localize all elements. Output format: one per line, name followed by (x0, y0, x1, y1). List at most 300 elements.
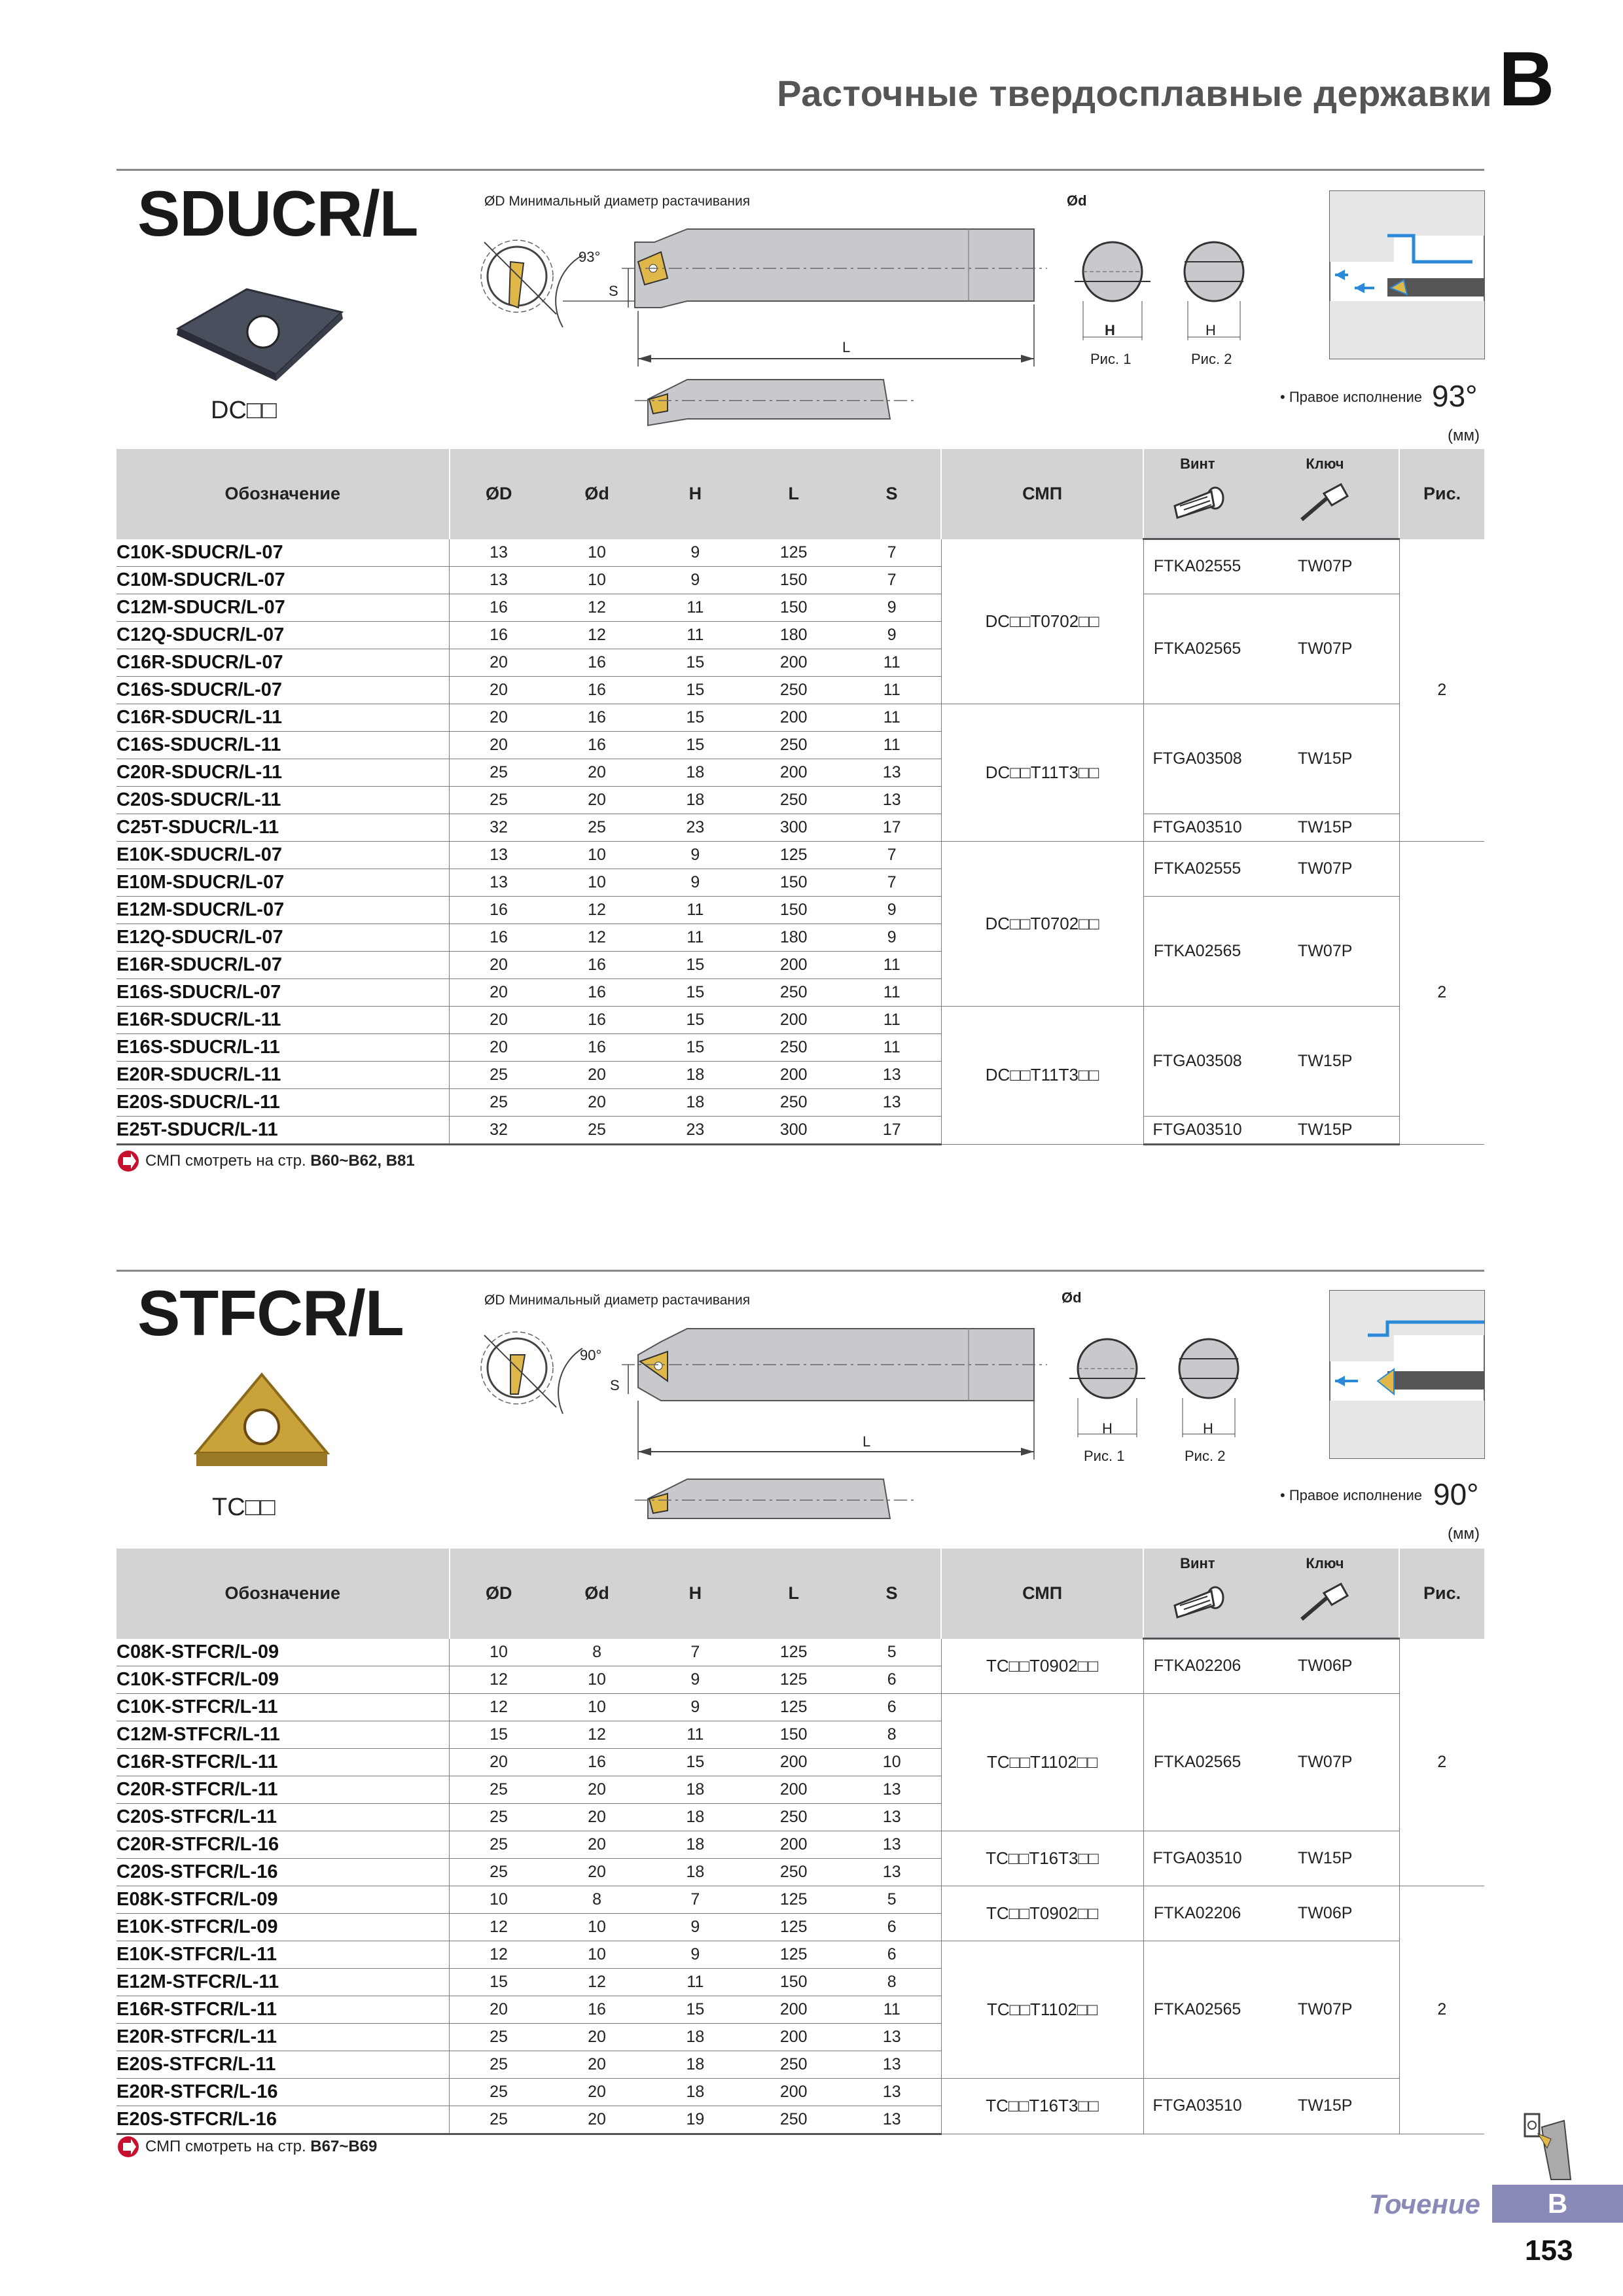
cell-min-diameter: 15 (450, 1721, 548, 1748)
cell-screw: FTKA02565 (1143, 1693, 1251, 1831)
cell-offset: 13 (843, 1858, 941, 1886)
tool-diagram (471, 203, 1060, 445)
cell-shank-diameter: 20 (548, 759, 646, 786)
angle-label: 90° (580, 1347, 602, 1363)
insert-image (171, 283, 348, 381)
col-shank-diameter: Ød (548, 449, 646, 539)
cell-height: 15 (646, 978, 744, 1006)
cell-screw: FTKA02565 (1143, 1941, 1251, 2078)
cell-offset: 7 (843, 539, 941, 567)
cell-length: 250 (745, 1033, 843, 1061)
cell-designation: C20R-SDUCR/L-11 (116, 759, 450, 786)
cell-designation: C20S-STFCR/L-11 (116, 1803, 450, 1831)
cell-length: 125 (745, 539, 843, 567)
cell-screw: FTKA02206 (1143, 1886, 1251, 1941)
cell-min-diameter: 20 (450, 704, 548, 731)
reference-icon (116, 1149, 140, 1173)
cell-min-diameter: 20 (450, 1748, 548, 1776)
cell-designation: E10K-SDUCR/L-07 (116, 841, 450, 869)
cell-min-diameter: 12 (450, 1913, 548, 1941)
approach-angle: 90° (1433, 1477, 1479, 1511)
insert-reference-note: СМП смотреть на стр. B60~B62, B81 (145, 1152, 415, 1170)
cell-height: 18 (646, 2078, 744, 2106)
turning-tool-icon (1518, 2108, 1577, 2186)
cell-designation: C10K-STFCR/L-11 (116, 1693, 450, 1721)
cell-length: 250 (745, 2051, 843, 2078)
cell-height: 15 (646, 704, 744, 731)
cell-offset: 9 (843, 594, 941, 621)
cell-min-diameter: 25 (450, 2106, 548, 2134)
cell-screw: FTGA03508 (1143, 1006, 1251, 1116)
cell-min-diameter: 20 (450, 649, 548, 676)
cell-min-diameter: 25 (450, 1061, 548, 1088)
cell-designation: E16R-SDUCR/L-07 (116, 951, 450, 978)
table-row (116, 1831, 1484, 1858)
cell-length: 200 (745, 1831, 843, 1858)
cell-length: 300 (745, 814, 843, 841)
cell-designation: E20S-STFCR/L-16 (116, 2106, 450, 2134)
cell-shank-diameter: 25 (548, 1116, 646, 1144)
cell-key: TW06P (1251, 1639, 1400, 1694)
table-row (116, 1639, 1484, 1666)
cell-offset: 11 (843, 731, 941, 759)
fig2-label: Рис. 2 (1191, 351, 1232, 367)
cell-offset: 11 (843, 1996, 941, 2023)
cell-offset: 17 (843, 814, 941, 841)
col-min-diameter: ØD (450, 1549, 548, 1639)
cell-offset: 7 (843, 566, 941, 594)
cell-height: 18 (646, 1831, 744, 1858)
cell-min-diameter: 16 (450, 896, 548, 924)
cell-designation: E10M-SDUCR/L-07 (116, 869, 450, 896)
cell-screw: FTKA02555 (1143, 841, 1251, 896)
cell-offset: 13 (843, 2051, 941, 2078)
cell-designation: C08K-STFCR/L-09 (116, 1639, 450, 1666)
insert-code: DC□□ (211, 397, 277, 424)
table-row (116, 594, 1484, 621)
cell-shank-diameter: 20 (548, 2106, 646, 2134)
table-row (116, 1941, 1484, 1968)
cell-designation: C12M-STFCR/L-11 (116, 1721, 450, 1748)
cell-key: TW07P (1251, 896, 1400, 1006)
col-height: H (646, 449, 744, 539)
cell-offset: 8 (843, 1968, 941, 1996)
section-figures (1073, 209, 1257, 353)
cell-designation: C16R-SDUCR/L-07 (116, 649, 450, 676)
cell-designation: E08K-STFCR/L-09 (116, 1886, 450, 1913)
cell-min-diameter: 25 (450, 759, 548, 786)
cell-height: 18 (646, 1776, 744, 1803)
cell-offset: 6 (843, 1666, 941, 1693)
cell-offset: 6 (843, 1693, 941, 1721)
col-insert: СМП (941, 449, 1143, 539)
cell-length: 200 (745, 2023, 843, 2051)
reference-icon (116, 2135, 140, 2159)
cell-height: 9 (646, 1666, 744, 1693)
cell-shank-diameter: 10 (548, 841, 646, 869)
cell-min-diameter: 25 (450, 1858, 548, 1886)
cell-shank-diameter: 20 (548, 2051, 646, 2078)
col-insert: СМП (941, 1549, 1143, 1639)
cell-height: 23 (646, 1116, 744, 1144)
cell-offset: 13 (843, 1776, 941, 1803)
cell-shank-diameter: 10 (548, 869, 646, 896)
cell-shank-diameter: 16 (548, 1748, 646, 1776)
table-row (116, 896, 1484, 924)
dim-h-label: H (1105, 322, 1115, 338)
cell-designation: E12M-SDUCR/L-07 (116, 896, 450, 924)
cell-fig: 2 (1399, 1886, 1484, 2134)
cell-designation: E16S-SDUCR/L-07 (116, 978, 450, 1006)
cell-key: TW15P (1251, 1116, 1400, 1144)
cell-height: 15 (646, 951, 744, 978)
cell-designation: C16R-SDUCR/L-11 (116, 704, 450, 731)
cell-designation: E25T-SDUCR/L-11 (116, 1116, 450, 1144)
approach-angle: 93° (1432, 379, 1478, 413)
cell-key: TW06P (1251, 1886, 1400, 1941)
cell-offset: 17 (843, 1116, 941, 1144)
cell-screw: FTGA03510 (1143, 1116, 1251, 1144)
cell-min-diameter: 10 (450, 1639, 548, 1666)
cell-screw: FTGA03508 (1143, 704, 1251, 814)
cell-shank-diameter: 12 (548, 594, 646, 621)
page-title: Расточные твердосплавные державки (777, 73, 1492, 114)
cell-screw: FTKA02555 (1143, 539, 1251, 594)
cell-min-diameter: 12 (450, 1941, 548, 1968)
cell-min-diameter: 12 (450, 1666, 548, 1693)
col-key: Ключ (1251, 1549, 1400, 1572)
col-height: H (646, 1549, 744, 1639)
cell-length: 180 (745, 621, 843, 649)
cell-offset: 11 (843, 649, 941, 676)
section-letter: B (1499, 36, 1555, 122)
cell-min-diameter: 13 (450, 841, 548, 869)
cell-height: 18 (646, 2023, 744, 2051)
cell-designation: C20R-STFCR/L-11 (116, 1776, 450, 1803)
cell-insert: TC□□T0902□□ (941, 1639, 1143, 1694)
table-row (116, 1116, 1484, 1144)
cell-screw: FTKA02565 (1143, 896, 1251, 1006)
cell-length: 125 (745, 1693, 843, 1721)
cell-length: 250 (745, 676, 843, 704)
cell-length: 250 (745, 1088, 843, 1116)
cell-offset: 9 (843, 924, 941, 951)
cell-offset: 13 (843, 759, 941, 786)
cell-screw: FTGA03510 (1143, 814, 1251, 841)
cell-shank-diameter: 20 (548, 1803, 646, 1831)
cell-screw: FTGA03510 (1143, 1831, 1251, 1886)
footer-section-tab[interactable]: B (1492, 2185, 1623, 2223)
cell-length: 180 (745, 924, 843, 951)
cell-height: 11 (646, 594, 744, 621)
cell-height: 23 (646, 814, 744, 841)
cell-insert: TC□□T16T3□□ (941, 1831, 1143, 1886)
dim-h-label: H (1102, 1420, 1113, 1437)
model-name: STFCR/L (137, 1277, 404, 1349)
col-min-diameter: ØD (450, 449, 548, 539)
table-row (116, 841, 1484, 869)
cell-designation: E12M-STFCR/L-11 (116, 1968, 450, 1996)
col-screw: Винт (1143, 449, 1251, 473)
cell-height: 7 (646, 1886, 744, 1913)
cell-shank-diameter: 8 (548, 1639, 646, 1666)
footer-section-word: Точение (1369, 2189, 1480, 2219)
col-offset: S (843, 449, 941, 539)
cell-designation: E20S-SDUCR/L-11 (116, 1088, 450, 1116)
cell-length: 200 (745, 1061, 843, 1088)
cell-height: 18 (646, 1061, 744, 1088)
cell-min-diameter: 25 (450, 1803, 548, 1831)
cell-insert: DC□□T11T3□□ (941, 1006, 1143, 1144)
cell-offset: 11 (843, 1033, 941, 1061)
cell-height: 9 (646, 539, 744, 567)
section-divider (116, 169, 1484, 171)
cell-designation: E20S-STFCR/L-11 (116, 2051, 450, 2078)
cell-height: 9 (646, 1913, 744, 1941)
table-row (116, 704, 1484, 731)
cell-length: 250 (745, 978, 843, 1006)
table-row (116, 539, 1484, 567)
cell-offset: 13 (843, 1061, 941, 1088)
dim-h-label: H (1205, 322, 1216, 338)
cell-shank-diameter: 12 (548, 1721, 646, 1748)
unit-label: (мм) (1448, 427, 1480, 444)
cell-length: 250 (745, 731, 843, 759)
cell-min-diameter: 16 (450, 621, 548, 649)
cell-min-diameter: 16 (450, 594, 548, 621)
cell-offset: 13 (843, 786, 941, 814)
cell-offset: 7 (843, 841, 941, 869)
cell-offset: 9 (843, 621, 941, 649)
cell-offset: 13 (843, 1803, 941, 1831)
cell-designation: C20R-STFCR/L-16 (116, 1831, 450, 1858)
cell-designation: C16R-STFCR/L-11 (116, 1748, 450, 1776)
cell-min-diameter: 25 (450, 2023, 548, 2051)
cell-height: 15 (646, 649, 744, 676)
cell-offset: 8 (843, 1721, 941, 1748)
cell-length: 250 (745, 2106, 843, 2134)
cell-min-diameter: 25 (450, 1831, 548, 1858)
cell-insert: DC□□T0702□□ (941, 841, 1143, 1006)
cell-offset: 13 (843, 1831, 941, 1858)
fig1-label: Рис. 1 (1084, 1448, 1125, 1464)
col-designation: Обозначение (116, 1549, 450, 1639)
cell-designation: E16R-STFCR/L-11 (116, 1996, 450, 2023)
cell-height: 19 (646, 2106, 744, 2134)
cell-height: 15 (646, 1996, 744, 2023)
cell-min-diameter: 20 (450, 1033, 548, 1061)
cell-height: 9 (646, 1693, 744, 1721)
cell-designation: E20R-STFCR/L-16 (116, 2078, 450, 2106)
cell-shank-diameter: 20 (548, 1061, 646, 1088)
cell-shank-diameter: 16 (548, 1033, 646, 1061)
fig2-label: Рис. 2 (1185, 1448, 1226, 1464)
cell-key: TW15P (1251, 704, 1400, 814)
cell-shank-diameter: 20 (548, 1776, 646, 1803)
cell-height: 11 (646, 1968, 744, 1996)
cell-screw: FTKA02206 (1143, 1639, 1251, 1694)
cell-shank-diameter: 20 (548, 1858, 646, 1886)
cell-length: 200 (745, 704, 843, 731)
cell-designation: E10K-STFCR/L-09 (116, 1913, 450, 1941)
cell-min-diameter: 20 (450, 978, 548, 1006)
min-diameter-label: ØD Минимальный диаметр растачивания (484, 194, 751, 209)
dim-s-label: S (610, 1377, 620, 1393)
min-diameter-label: ØD Минимальный диаметр растачивания (484, 1293, 751, 1308)
cell-min-diameter: 25 (450, 1776, 548, 1803)
cell-designation: C25T-SDUCR/L-11 (116, 814, 450, 841)
col-fig: Рис. (1399, 1549, 1484, 1639)
cell-height: 18 (646, 2051, 744, 2078)
cell-offset: 11 (843, 1006, 941, 1033)
cell-insert: TC□□T1102□□ (941, 1941, 1143, 2078)
cell-shank-diameter: 10 (548, 1693, 646, 1721)
cell-length: 150 (745, 594, 843, 621)
cell-height: 11 (646, 924, 744, 951)
table-row (116, 1006, 1484, 1033)
cell-offset: 6 (843, 1941, 941, 1968)
fig1-label: Рис. 1 (1090, 351, 1132, 367)
cell-shank-diameter: 16 (548, 676, 646, 704)
cell-insert: TC□□T1102□□ (941, 1693, 1143, 1831)
cell-min-diameter: 16 (450, 924, 548, 951)
cell-height: 18 (646, 759, 744, 786)
cell-min-diameter: 15 (450, 1968, 548, 1996)
cell-min-diameter: 10 (450, 1886, 548, 1913)
cell-offset: 9 (843, 896, 941, 924)
cell-height: 11 (646, 1721, 744, 1748)
cell-min-diameter: 32 (450, 1116, 548, 1144)
cell-designation: E10K-STFCR/L-11 (116, 1941, 450, 1968)
cell-length: 125 (745, 1639, 843, 1666)
cell-shank-diameter: 25 (548, 814, 646, 841)
cell-height: 9 (646, 566, 744, 594)
table-row (116, 1693, 1484, 1721)
cell-designation: C12Q-SDUCR/L-07 (116, 621, 450, 649)
cell-designation: C16S-SDUCR/L-07 (116, 676, 450, 704)
cell-min-diameter: 25 (450, 1088, 548, 1116)
cell-offset: 13 (843, 2078, 941, 2106)
cell-length: 250 (745, 786, 843, 814)
angle-label: 93° (579, 249, 601, 265)
cell-shank-diameter: 20 (548, 2023, 646, 2051)
cell-length: 125 (745, 1941, 843, 1968)
orientation-label: • Правое исполнение (1280, 1487, 1422, 1503)
cell-designation: C10K-STFCR/L-09 (116, 1666, 450, 1693)
cell-length: 200 (745, 951, 843, 978)
cell-min-diameter: 25 (450, 2051, 548, 2078)
cell-height: 7 (646, 1639, 744, 1666)
unit-label: (мм) (1448, 1525, 1480, 1543)
cell-shank-diameter: 10 (548, 1941, 646, 1968)
key-icon (1251, 1572, 1400, 1639)
col-key: Ключ (1251, 449, 1400, 473)
table-row (116, 814, 1484, 841)
cell-length: 200 (745, 759, 843, 786)
cell-key: TW15P (1251, 814, 1400, 841)
cell-length: 125 (745, 1913, 843, 1941)
cell-height: 15 (646, 1006, 744, 1033)
cell-min-diameter: 20 (450, 951, 548, 978)
cell-offset: 7 (843, 869, 941, 896)
cell-shank-diameter: 16 (548, 649, 646, 676)
cell-length: 300 (745, 1116, 843, 1144)
cell-min-diameter: 25 (450, 786, 548, 814)
cell-shank-diameter: 20 (548, 2078, 646, 2106)
screw-icon (1143, 473, 1251, 539)
dim-l-label: L (842, 339, 851, 355)
cell-shank-diameter: 16 (548, 951, 646, 978)
od-label: Ød (1061, 1289, 1082, 1306)
cell-key: TW07P (1251, 841, 1400, 896)
cell-shank-diameter: 10 (548, 566, 646, 594)
cell-key: TW07P (1251, 1941, 1400, 2078)
cell-shank-diameter: 8 (548, 1886, 646, 1913)
cell-min-diameter: 20 (450, 676, 548, 704)
cell-height: 18 (646, 1803, 744, 1831)
cell-length: 250 (745, 1803, 843, 1831)
screw-icon (1143, 1572, 1251, 1639)
cell-key: TW07P (1251, 1693, 1400, 1831)
cell-height: 15 (646, 1748, 744, 1776)
cell-height: 15 (646, 1033, 744, 1061)
cell-offset: 11 (843, 978, 941, 1006)
cell-designation: C20S-STFCR/L-16 (116, 1858, 450, 1886)
cell-shank-diameter: 16 (548, 1006, 646, 1033)
cell-min-diameter: 32 (450, 814, 548, 841)
machining-sketch (1329, 190, 1486, 360)
cell-offset: 11 (843, 676, 941, 704)
col-designation: Обозначение (116, 449, 450, 539)
cell-shank-diameter: 20 (548, 1831, 646, 1858)
cell-length: 125 (745, 1666, 843, 1693)
cell-length: 150 (745, 566, 843, 594)
insert-code: TC□□ (212, 1494, 276, 1521)
cell-designation: E12Q-SDUCR/L-07 (116, 924, 450, 951)
cell-height: 9 (646, 869, 744, 896)
cell-length: 200 (745, 1776, 843, 1803)
cell-length: 150 (745, 869, 843, 896)
insert-image (190, 1368, 334, 1479)
cell-designation: E20R-SDUCR/L-11 (116, 1061, 450, 1088)
cell-min-diameter: 12 (450, 1693, 548, 1721)
cell-designation: C10K-SDUCR/L-07 (116, 539, 450, 567)
cell-offset: 11 (843, 704, 941, 731)
cell-length: 200 (745, 2078, 843, 2106)
cell-min-diameter: 13 (450, 539, 548, 567)
cell-shank-diameter: 16 (548, 731, 646, 759)
col-screw: Винт (1143, 1549, 1251, 1572)
cell-height: 15 (646, 676, 744, 704)
cell-shank-diameter: 16 (548, 1996, 646, 2023)
cell-height: 9 (646, 1941, 744, 1968)
cell-shank-diameter: 10 (548, 539, 646, 567)
cell-designation: C12M-SDUCR/L-07 (116, 594, 450, 621)
cell-min-diameter: 25 (450, 2078, 548, 2106)
cell-length: 200 (745, 1996, 843, 2023)
key-icon (1251, 473, 1400, 539)
cell-min-diameter: 20 (450, 1006, 548, 1033)
table-row (116, 1886, 1484, 1913)
cell-designation: C20S-SDUCR/L-11 (116, 786, 450, 814)
od-label: Ød (1067, 192, 1087, 209)
cell-key: TW15P (1251, 2078, 1400, 2134)
cell-offset: 13 (843, 2106, 941, 2134)
cell-fig: 2 (1399, 1639, 1484, 1886)
orientation-label: • Правое исполнение (1280, 389, 1422, 405)
cell-length: 200 (745, 1748, 843, 1776)
cell-designation: E16R-SDUCR/L-11 (116, 1006, 450, 1033)
